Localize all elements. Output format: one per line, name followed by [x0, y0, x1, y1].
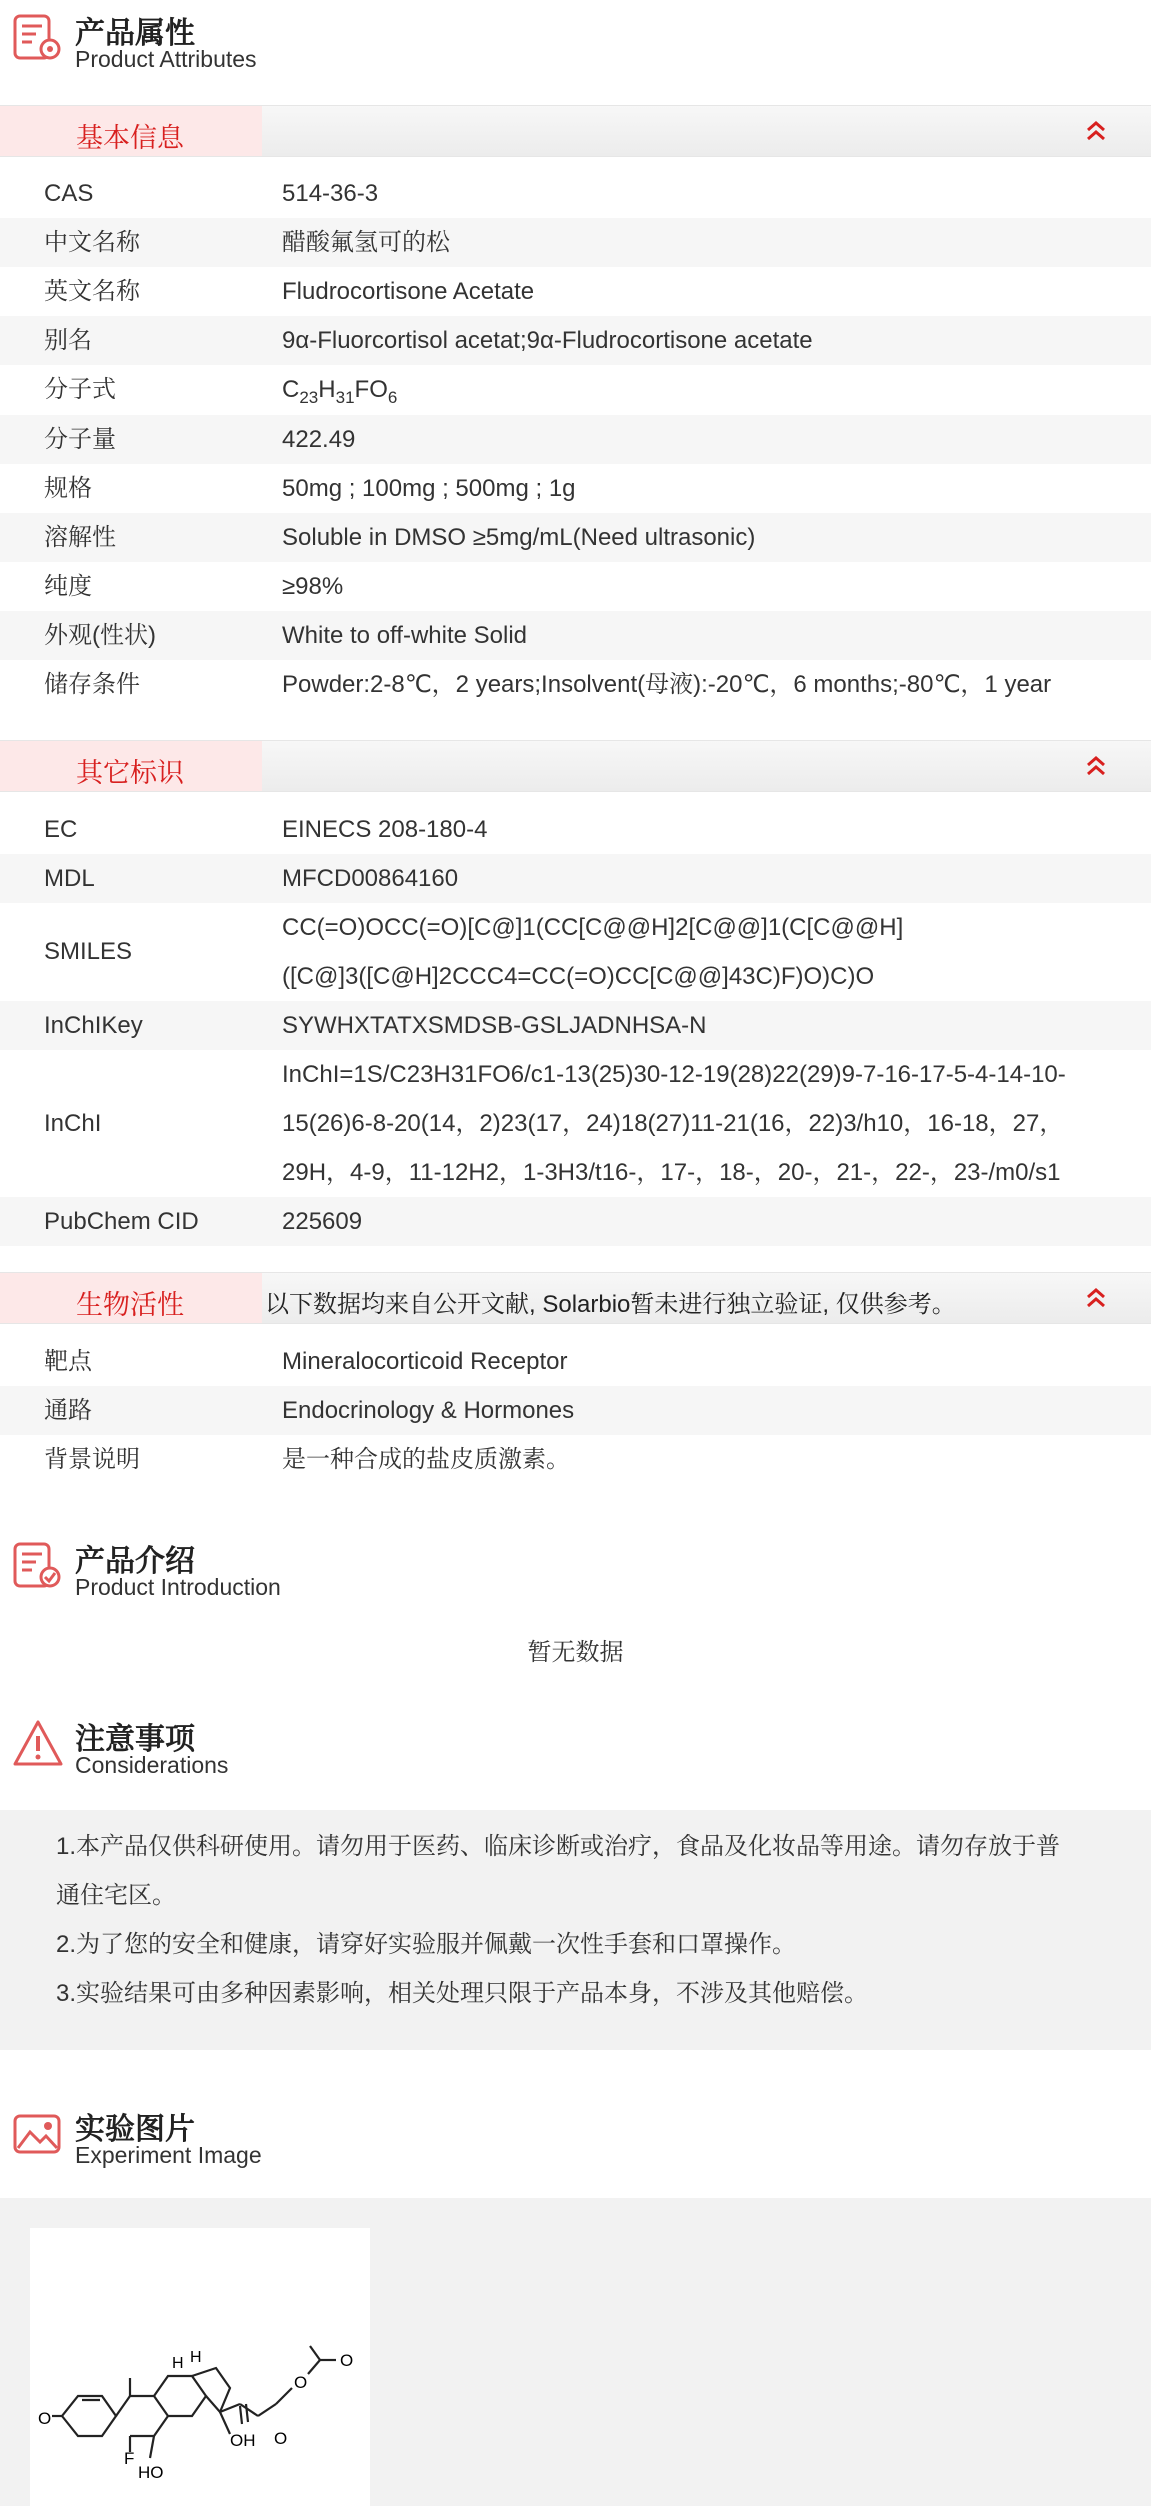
document-check-icon [12, 1540, 64, 1592]
considerations-box [0, 1810, 1151, 2050]
attr-value: EINECS 208-180-4 [282, 816, 488, 843]
attr-key: 别名 [44, 327, 92, 354]
attr-key: 纯度 [44, 573, 92, 600]
attr-key: 英文名称 [44, 278, 140, 305]
consideration-item: 通住宅区。 [56, 1882, 176, 1909]
atom-label: HO [138, 2463, 164, 2482]
section-title: 产品介绍 [75, 1545, 195, 1578]
attr-row-cas [0, 169, 1151, 218]
attr-row-formula [0, 365, 1151, 415]
section-subtitle: Product Attributes [75, 46, 257, 72]
attr-value: ≥98% [282, 573, 344, 600]
atom-label: O [274, 2429, 288, 2448]
atom-label: H [172, 2355, 184, 2372]
attr-row-en-name [0, 267, 1151, 316]
bio-activity-tab-bar[interactable] [0, 1272, 1151, 1324]
atom-label: F [124, 2449, 135, 2468]
attr-key: InChIKey [44, 1012, 143, 1039]
product-intro-header [0, 1528, 1151, 1618]
attr-value: 514-36-3 [282, 180, 379, 207]
section-title: 实验图片 [75, 2113, 195, 2146]
section-title: 产品属性 [75, 17, 195, 50]
attr-value: Mineralocorticoid Receptor [282, 1348, 568, 1375]
smiles-line: CC(=O)OCC(=O)[C@]1(CC[C@@H]2[C@@]1(C[C@@H] [282, 914, 904, 941]
attr-value: 9α-Fluorcortisol acetat;9α-Fludrocortisone acetate [282, 327, 813, 354]
attr-key: InChI [44, 1110, 102, 1137]
consideration-item: 3.实验结果可由多种因素影响，相关处理只限于产品本身，不涉及其他赔偿。 [56, 1980, 869, 2007]
attr-key: 储存条件 [44, 671, 140, 698]
attr-row-cn-name [0, 218, 1151, 267]
attr-key: 靶点 [44, 1348, 92, 1375]
attr-key: 分子式 [44, 376, 116, 403]
other-ids-tab-label: 其它标识 [76, 758, 184, 788]
document-settings-icon [12, 12, 64, 64]
disclaimer-note: 以下数据均来自公开文献, Solarbio暂未进行独立验证, 仅供参考。 [265, 1291, 956, 1318]
basic-info-tab-bar[interactable] [0, 105, 1151, 157]
attr-row-inchi [0, 1050, 1151, 1197]
attr-key: EC [44, 816, 78, 843]
attr-row-smiles [0, 903, 1151, 1001]
attr-value: 50mg ; 100mg ; 500mg ; 1g [282, 475, 576, 502]
attr-value: 422.49 [282, 426, 356, 453]
attr-row-storage [0, 660, 1151, 709]
bio-activity-tab-label: 生物活性 [76, 1290, 184, 1320]
attr-row-inchikey [0, 1001, 1151, 1050]
picture-icon [12, 2108, 64, 2160]
attr-key: CAS [44, 180, 94, 207]
attr-row-background [0, 1435, 1151, 1484]
attr-row-appearance [0, 611, 1151, 660]
section-title: 注意事项 [75, 1723, 195, 1756]
attr-value: 225609 [282, 1208, 363, 1235]
basic-info-tab-label: 基本信息 [76, 123, 184, 153]
attr-key: 溶解性 [44, 524, 116, 551]
inchi-line: 29H，4-9，11-12H2，1-3H3/t16-，17-，18-，20-，21-，22-，23-/m0/s1 [282, 1159, 1061, 1186]
attr-key: MDL [44, 865, 95, 892]
atom-label: O [340, 2351, 354, 2370]
bio-activity-tab[interactable] [0, 1273, 262, 1323]
atom-label: OH [230, 2431, 256, 2450]
atom-label: O [294, 2373, 308, 2392]
chemical-structure-image[interactable] [30, 2228, 370, 2506]
atom-label: O [38, 2409, 52, 2428]
consideration-item: 2.为了您的安全和健康，请穿好实验服并佩戴一次性手套和口罩操作。 [56, 1931, 797, 1958]
consideration-item: 1.本产品仅供科研使用。请勿用于医药、临床诊断或治疗，食品及化妆品等用途。请勿存放于普 [56, 1833, 1061, 1860]
attr-value: SYWHXTATXSMDSB-GSLJADNHSA-N [282, 1012, 707, 1039]
attr-key: PubChem CID [44, 1208, 199, 1235]
attr-value: Fludrocortisone Acetate [282, 278, 535, 305]
section-subtitle: Product Introduction [75, 1574, 281, 1600]
warning-icon [12, 1718, 64, 1770]
experiment-image-header [0, 2096, 1151, 2186]
attr-row-pathway [0, 1386, 1151, 1435]
collapse-chevron-icon[interactable] [1083, 1285, 1109, 1311]
attr-key: SMILES [44, 938, 133, 965]
collapse-chevron-icon[interactable] [1083, 118, 1109, 144]
attr-row-pubchem [0, 1197, 1151, 1246]
atom-label: H [190, 2349, 202, 2366]
collapse-chevron-icon[interactable] [1083, 753, 1109, 779]
attr-value: Soluble in DMSO ≥5mg/mL(Need ultrasonic) [282, 524, 756, 551]
attr-value: Powder:2-8℃，2 years;Insolvent(母液):-20℃，6 months;-80℃，1 year [282, 671, 1052, 698]
attr-value: MFCD00864160 [282, 865, 459, 892]
basic-info-tab[interactable] [0, 106, 262, 156]
attr-row-purity [0, 562, 1151, 611]
attr-row-alias [0, 316, 1151, 365]
other-ids-tab[interactable] [0, 741, 262, 791]
attr-value: 醋酸氟氢可的松 [282, 229, 450, 256]
structure-diagram [30, 2228, 370, 2506]
product-attributes-header [0, 0, 1151, 90]
other-ids-tab-bar[interactable] [0, 740, 1151, 792]
no-data-text: 暂无数据 [527, 1639, 624, 1666]
molecular-formula: $C_{23}H_{31}FO_6$ [282, 376, 398, 407]
attr-row-mdl [0, 854, 1151, 903]
attr-row-mw [0, 415, 1151, 464]
attr-key: 规格 [44, 475, 92, 502]
section-subtitle: Experiment Image [75, 2142, 262, 2168]
attr-row-target [0, 1337, 1151, 1386]
considerations-header [0, 1706, 1151, 1796]
attr-row-solubility [0, 513, 1151, 562]
attr-value: White to off-white Solid [282, 622, 528, 649]
smiles-line: ([C@]3([C@H]2CCC4=CC(=O)CC[C@@]43C)F)O)C)O [282, 963, 875, 990]
attr-key: 中文名称 [44, 229, 140, 256]
attr-key: 背景说明 [44, 1446, 140, 1473]
inchi-line: 15(26)6-8-20(14，2)23(17，24)18(27)11-21(16，22)3/h10，16-18，27， [282, 1110, 1064, 1137]
attr-row-spec [0, 464, 1151, 513]
inchi-line: InChI=1S/C23H31FO6/c1-13(25)30-12-19(28)22(29)9-7-16-17-5-4-14-10- [282, 1061, 1066, 1088]
attr-value: Endocrinology & Hormones [282, 1397, 575, 1424]
attr-key: 分子量 [44, 426, 116, 453]
attr-row-ec [0, 805, 1151, 854]
section-subtitle: Considerations [75, 1752, 229, 1778]
attr-value: 是一种合成的盐皮质激素。 [282, 1446, 570, 1473]
attr-key: 通路 [44, 1397, 92, 1424]
attr-key: 外观(性状) [44, 622, 156, 649]
